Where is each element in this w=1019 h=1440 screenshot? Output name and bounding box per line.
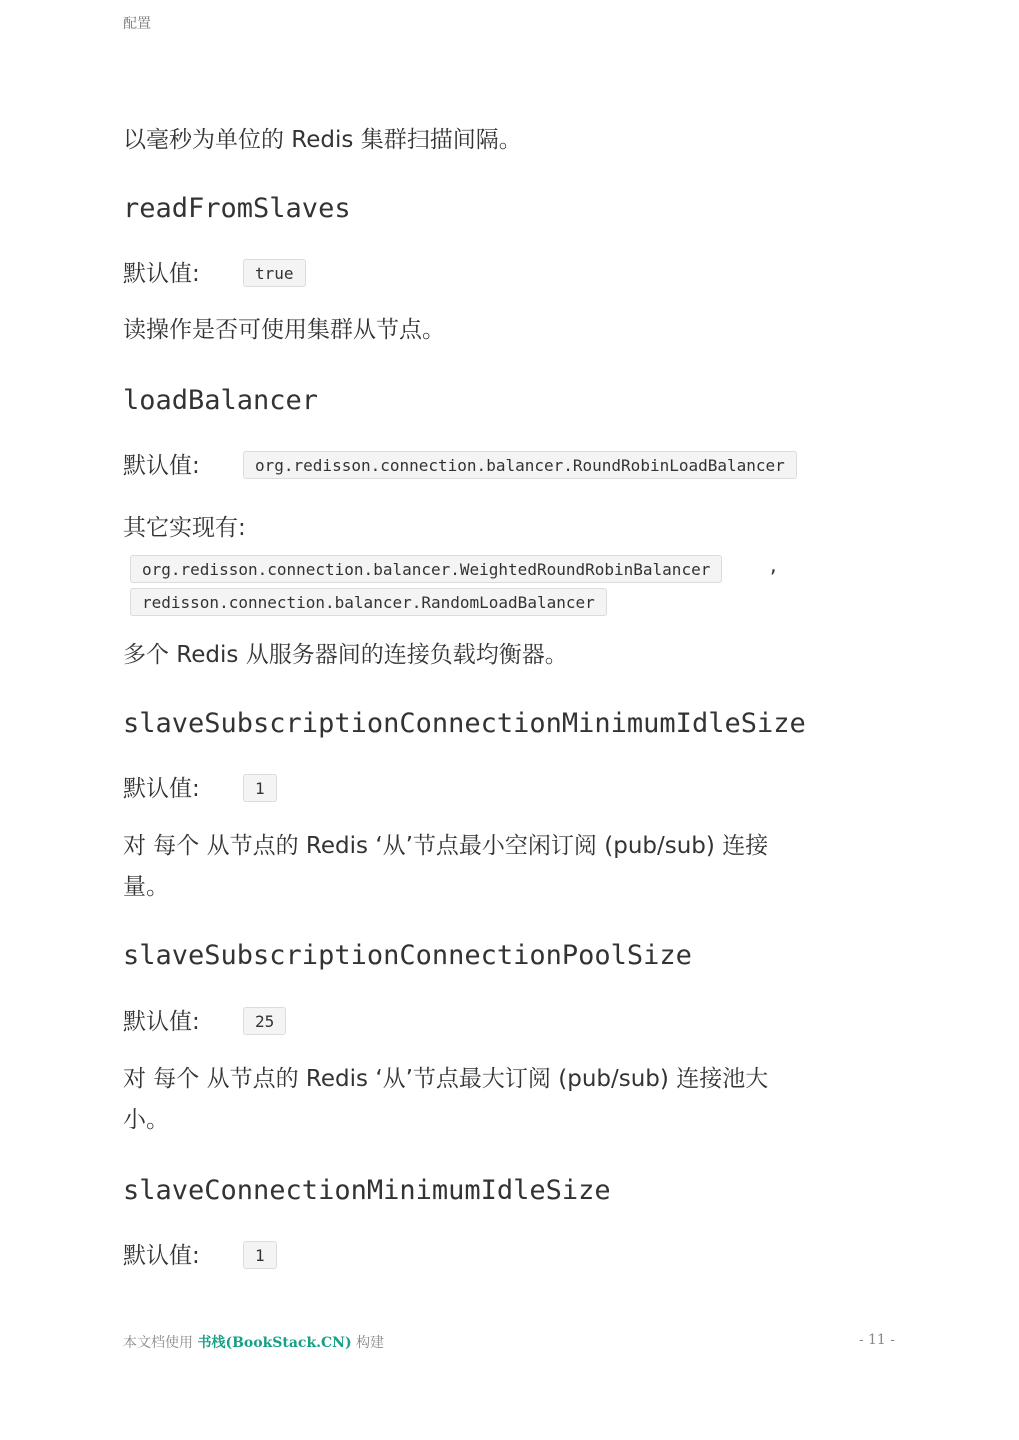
default-label: 默认值:	[123, 1243, 200, 1269]
footer-suffix: 构建	[356, 1335, 385, 1351]
others-label: 其它实现有:	[123, 515, 246, 541]
default-value-code: 1	[243, 774, 277, 802]
section-title-slaveSubscriptionConnectionPoolSize: slaveSubscriptionConnectionPoolSize	[123, 940, 692, 971]
description-paragraph: 多个 Redis 从服务器间的连接负载均衡器。	[123, 642, 568, 668]
footer-prefix: 本文档使用	[123, 1335, 193, 1351]
section-title-slaveSubscriptionConnectionMinimumIdleSize: slaveSubscriptionConnectionMinimumIdleSize	[123, 708, 806, 739]
default-label: 默认值:	[123, 1009, 200, 1035]
default-label: 默认值:	[123, 453, 200, 479]
section-title-readFromSlaves: readFromSlaves	[123, 193, 351, 224]
other-implementation-code: redisson.connection.balancer.RandomLoadBalancer	[130, 588, 607, 616]
description-paragraph-line: 对 每个 从节点的 Redis ‘从’节点最大订阅 (pub/sub) 连接池大	[123, 1066, 769, 1092]
description-paragraph-line: 量。	[123, 874, 169, 900]
other-implementation-code: org.redisson.connection.balancer.WeightedRoundRobinBalancer	[130, 555, 722, 583]
description-paragraph-line: 小。	[123, 1107, 169, 1133]
intro-paragraph: 以毫秒为单位的 Redis 集群扫描间隔。	[123, 127, 522, 153]
description-paragraph-line: 对 每个 从节点的 Redis ‘从’节点最小空闲订阅 (pub/sub) 连接	[123, 833, 769, 859]
default-value-code: org.redisson.connection.balancer.RoundRobinLoadBalancer	[243, 451, 797, 479]
section-title-slaveConnectionMinimumIdleSize: slaveConnectionMinimumIdleSize	[123, 1175, 611, 1206]
default-label: 默认值:	[123, 261, 200, 287]
separator-comma: ,	[768, 556, 779, 577]
default-value-code: 1	[243, 1241, 277, 1269]
default-label: 默认值:	[123, 776, 200, 802]
default-value-code: 25	[243, 1007, 286, 1035]
section-title-loadBalancer: loadBalancer	[123, 385, 319, 416]
default-value-code: true	[243, 259, 306, 287]
bookstack-link[interactable]: 书栈(BookStack.CN)	[197, 1335, 352, 1351]
footer-credit	[123, 1332, 384, 1352]
page-number: - 11 -	[858, 1332, 895, 1348]
running-header: 配置	[123, 16, 151, 32]
description-paragraph: 读操作是否可使用集群从节点。	[123, 317, 445, 343]
